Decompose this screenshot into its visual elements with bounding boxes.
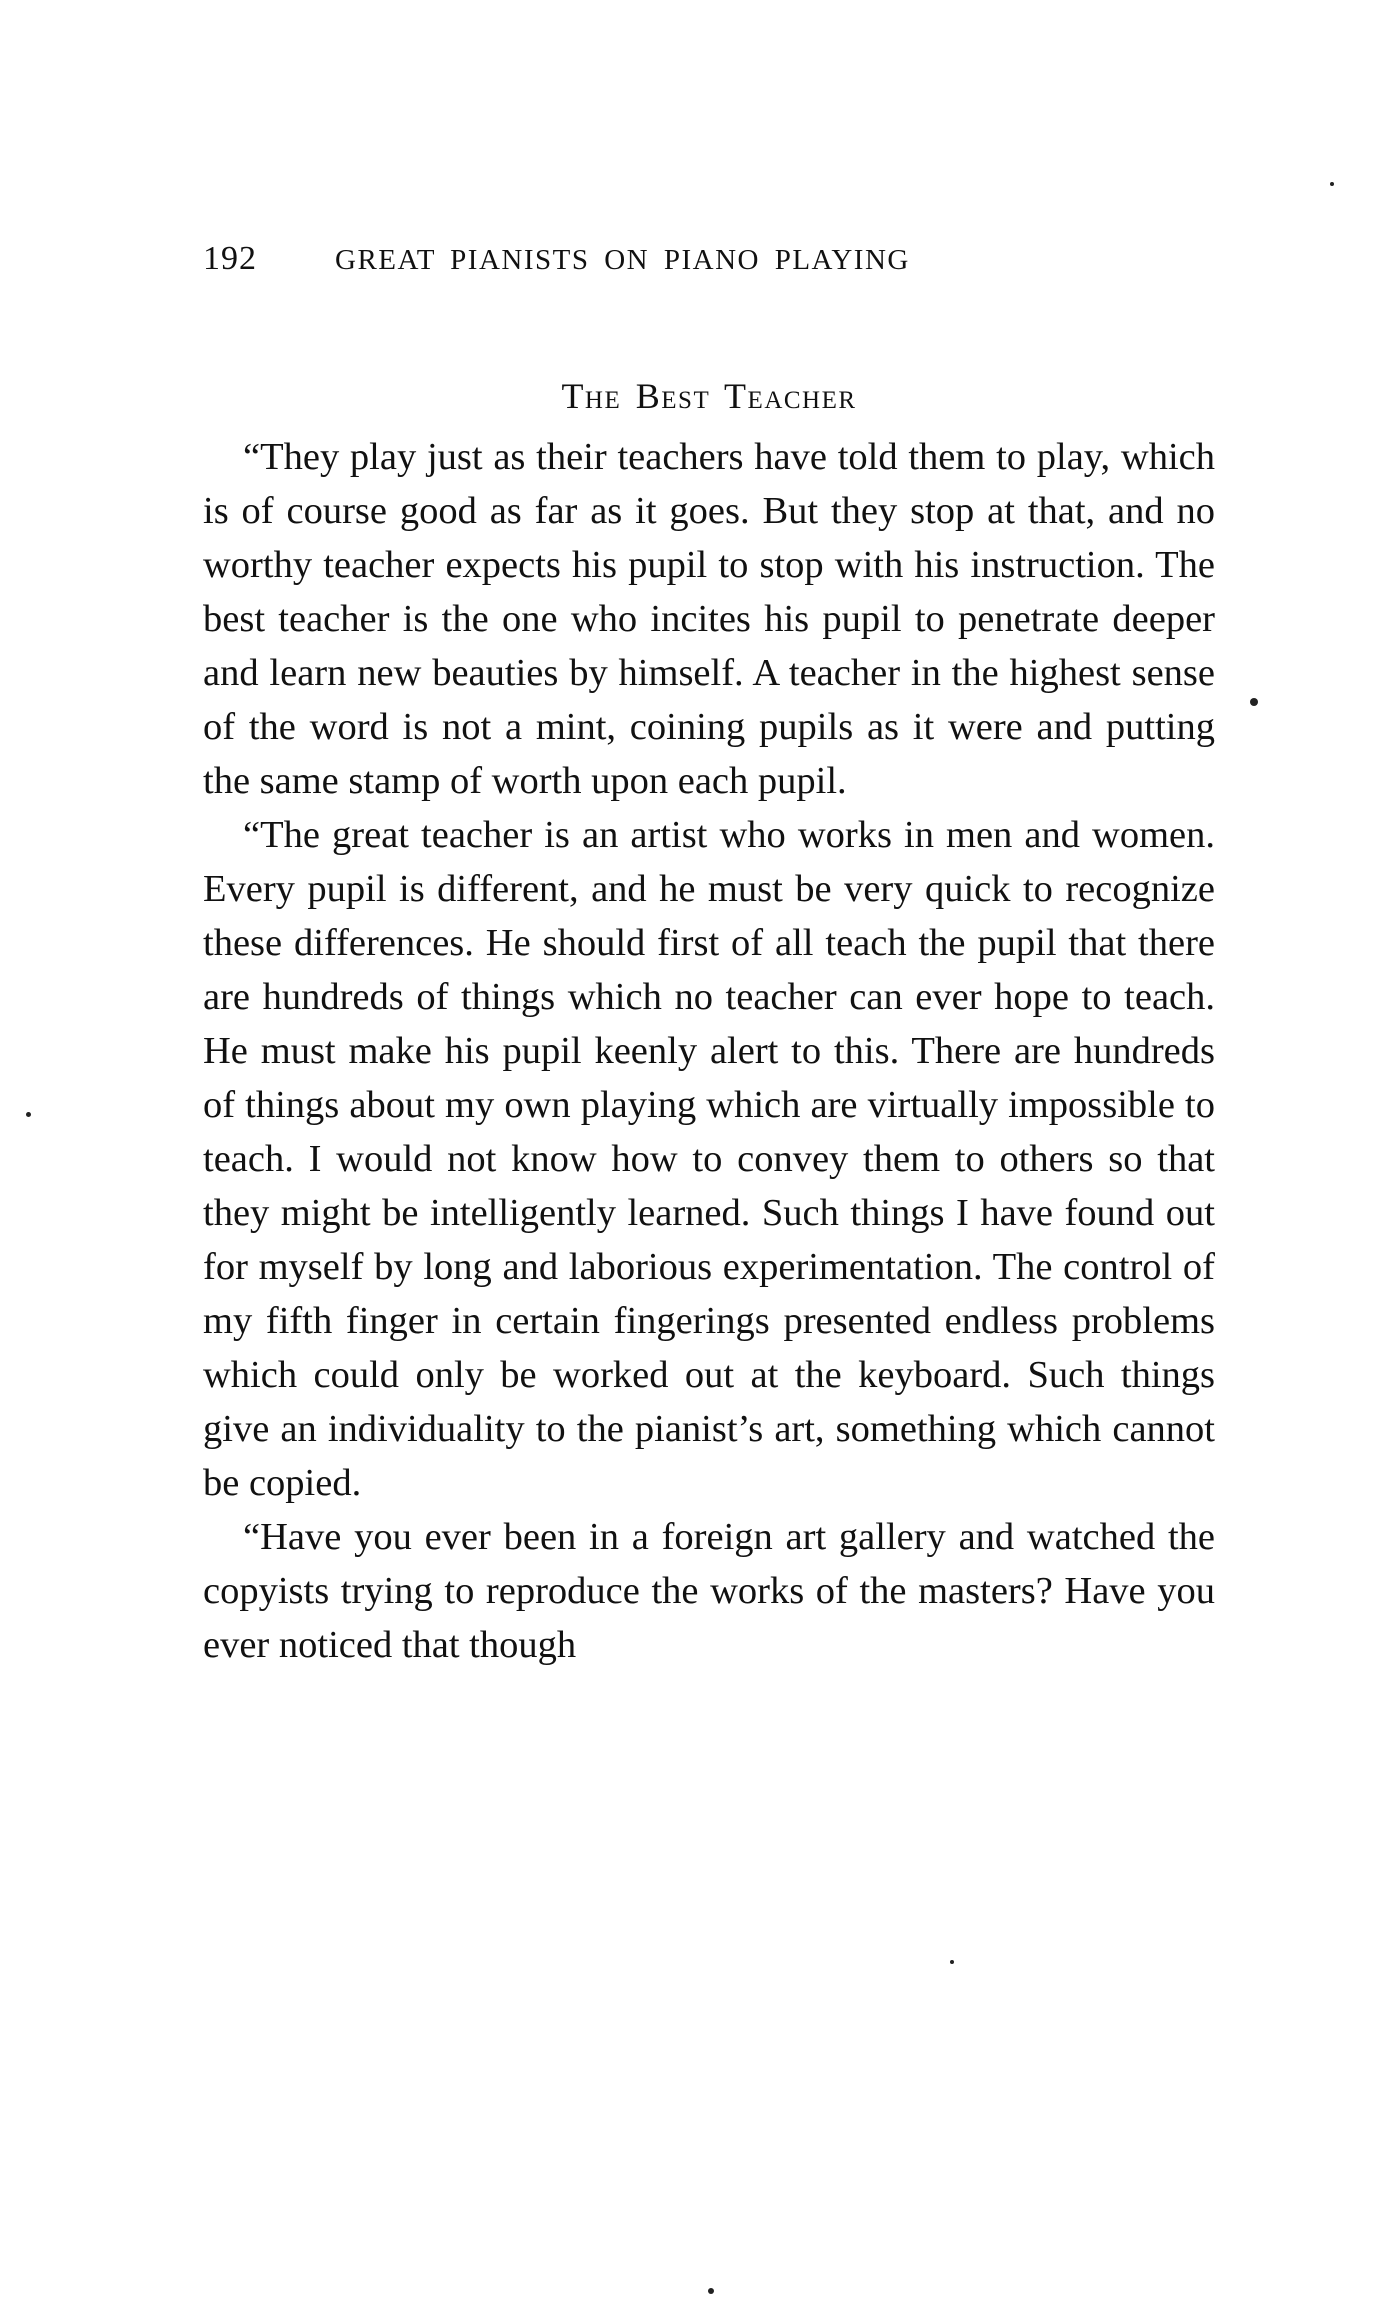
book-title: GREAT PIANISTS ON PIANO PLAYING: [335, 244, 910, 276]
scan-speck: [26, 1112, 31, 1117]
section-heading: The Best Teacher: [561, 376, 857, 416]
scan-speck: [1250, 698, 1258, 706]
paragraph: “The great teacher is an artist who works in men and women. Every pupil is different, and he must be very quick to recognize these differences. He should first of all teach the pupil that there are hundreds of things which no teacher can ever hope to teach. He must make his pupil keenly alert to this. There are hundreds of things about my own playing which are virtually impossible to teach. I would not know how to convey them to others so that they might be intelligently learned. Such things I have found out for myself by long and laborious experimentation. The control of my fifth finger in certain fingerings presented endless problems which could only be worked out at the keyboard. Such things give an individuality to the pianist’s art, something which cannot be copied.: [203, 814, 1215, 1504]
scan-speck: [1330, 182, 1334, 186]
running-head: [203, 240, 1063, 290]
body-text: [203, 430, 1215, 1672]
paragraph: “They play just as their teachers have told them to play, which is of course good as far as it goes. But they stop at that, and no worthy teacher expects his pupil to stop with his instruction. The best teacher is the one who incites his pupil to penetrate deeper and learn new beauties by himself. A teacher in the highest sense of the word is not a mint, coining pupils as it were and putting the same stamp of worth upon each pupil.: [203, 436, 1215, 802]
paragraph: “Have you ever been in a foreign art gallery and watched the copyists trying to reproduce the works of the masters? Have you ever noticed that though: [203, 1516, 1215, 1666]
scan-speck: [708, 2288, 714, 2294]
page-number: 192: [203, 240, 257, 277]
scan-speck: [950, 1960, 954, 1964]
